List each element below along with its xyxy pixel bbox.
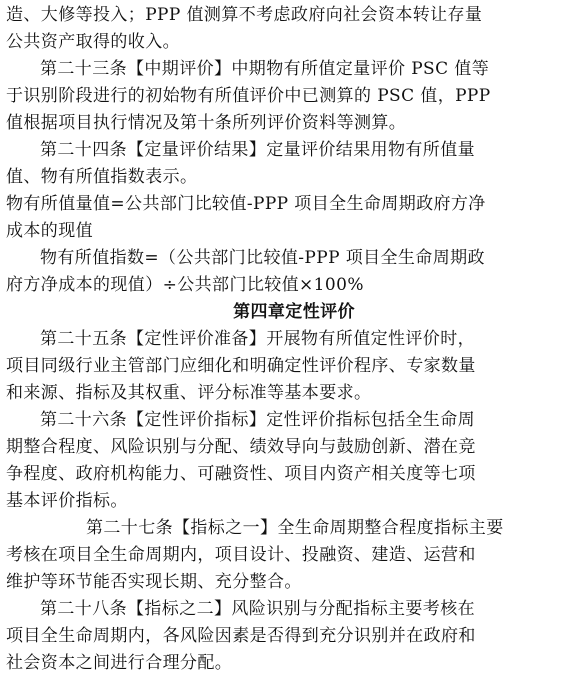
formula-index-line: 物有所值指数=（公共部门比较值-PPP 项目全生命周期政 bbox=[40, 248, 485, 268]
document-page bbox=[6, 2, 562, 677]
text-line: 争程度、政府机构能力、可融资性、项目内资产相关度等七项 bbox=[6, 464, 476, 484]
text-line: 社会资本之间进行合理分配。 bbox=[6, 653, 233, 673]
text-line: 项目同级行业主管部门应细化和明确定性评价程序、专家数量 bbox=[6, 356, 476, 376]
text-line: 于识别阶段进行的初始物有所值评价中已测算的 PSC 值，PPP bbox=[6, 86, 491, 106]
text-line: 考核在项目全生命周期内，项目设计、投融资、建造、运营和 bbox=[6, 545, 476, 565]
article-24-heading: 第二十四条【定量评价结果】定量评价结果用物有所值量 bbox=[40, 140, 475, 160]
text-line: 成本的现值 bbox=[6, 221, 93, 241]
article-28-heading: 第二十八条【指标之二】风险识别与分配指标主要考核在 bbox=[40, 599, 475, 619]
text-line: 基本评价指标。 bbox=[6, 491, 128, 511]
text-line: 府方净成本的现值）÷公共部门比较值×100% bbox=[6, 275, 364, 295]
text-line: 值、物有所值指数表示。 bbox=[6, 167, 198, 187]
text-line: 维护等环节能否实现长期、充分整合。 bbox=[6, 572, 302, 592]
text-line: 值根据项目执行情况及第十条所列评价资料等测算。 bbox=[6, 113, 407, 133]
formula-value-line: 物有所值量值=公共部门比较值-PPP 项目全生命周期政府方净 bbox=[6, 194, 486, 214]
text-line: 造、大修等投入；PPP 值测算不考虑政府向社会资本转让存量 bbox=[6, 5, 483, 25]
text-line: 公共资产取得的收入。 bbox=[6, 32, 180, 52]
text-line: 和来源、指标及其权重、评分标准等基本要求。 bbox=[6, 383, 372, 403]
article-27-heading: 第二十七条【指标之一】全生命周期整合程度指标主要 bbox=[86, 518, 504, 538]
text-line: 项目全生命周期内，各风险因素是否得到充分识别并在政府和 bbox=[6, 626, 476, 646]
text-line: 期整合程度、风险识别与分配、绩效导向与鼓励创新、潜在竞 bbox=[6, 437, 476, 457]
article-25-heading: 第二十五条【定性评价准备】开展物有所值定性评价时， bbox=[40, 329, 475, 349]
chapter-title: 第四章定性评价 bbox=[233, 302, 355, 322]
article-23-heading: 第二十三条【中期评价】中期物有所值定量评价 PSC 值等 bbox=[40, 59, 490, 79]
article-26-heading: 第二十六条【定性评价指标】定性评价指标包括全生命周 bbox=[40, 410, 475, 430]
